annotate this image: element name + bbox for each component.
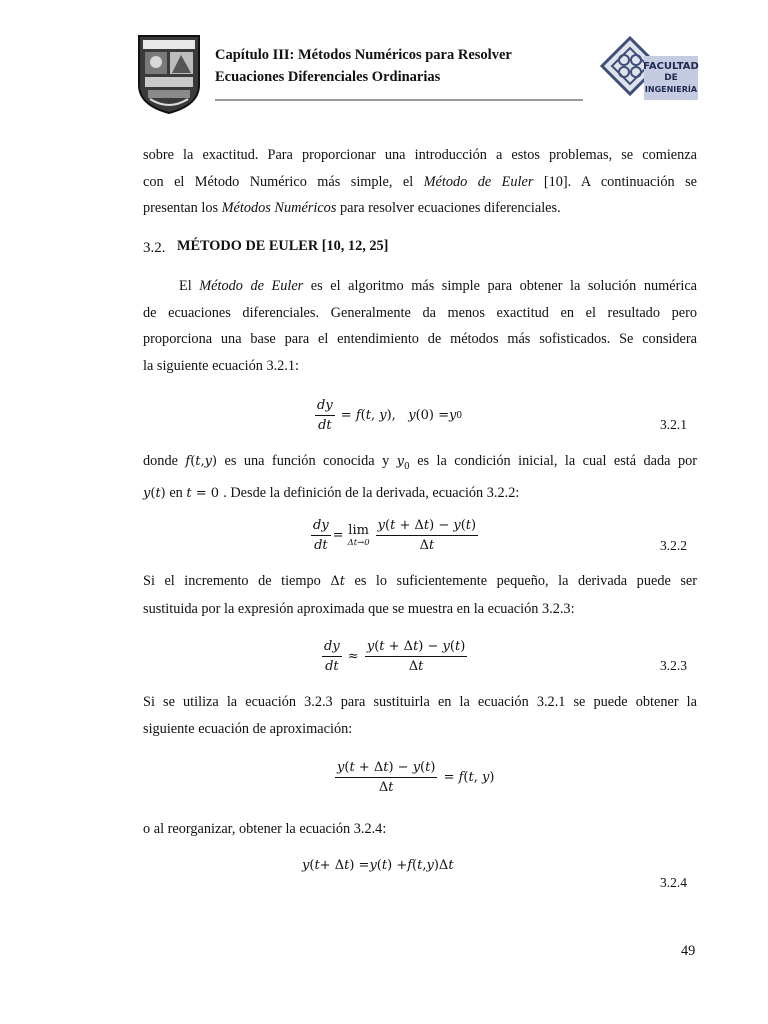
text-line: de ecuaciones diferenciales. Generalmente da menos exactitud en el resultado pero [143,304,697,321]
text-line: o al reorganizar, obtener la ecuación 3.2.4: [143,821,387,837]
faculty-logo-text3: INGENIERÍA [644,85,698,94]
faculty-engineering-logo [600,36,700,108]
chapter-title-line1: Capítulo III: Métodos Numéricos para Resolver [215,47,512,63]
equation-number: 3.2.2 [660,538,687,553]
equation-3-2-2: $\frac{dy}{dt}$ = lim Δt→0 $\frac{y(t + \Delta t) - y(t)}{\Delta t}$ [313,518,477,553]
page-number: 49 [681,943,696,959]
paragraph-definitions [143,448,697,508]
equation-3-2-1: $\frac{dy}{dt}$ = f ( t , y ), y (0) = y 0 [317,398,463,433]
equation-approximation: $\frac{y(t + \Delta t) - y(t)}{\Delta t}$ = f ( t , y ) [337,760,495,795]
text-line: siguiente ecuación de aproximación: [143,720,353,737]
equation-number: 3.2.3 [660,658,687,673]
paragraph-substitution [143,689,697,742]
text-line: proporciona una base para el entendimiento de métodos más sofisticados. Se considera [143,331,697,347]
paragraph-euler-intro [143,273,697,379]
equation-3-2-4: y ( t + Δ t ) = y ( t ) + f ( t , y )Δ t [302,858,454,873]
text-line: y(t) en t = 0 . Desde la definición de la derivada, ecuación 3.2.2: [143,485,520,502]
text-line: Si se utiliza la ecuación 3.2.3 para sustituirla en la ecuación 3.2.1 se puede obtener la [143,694,697,710]
text-line: la siguiente ecuación 3.2.1: [143,357,300,374]
paragraph-increment [143,568,697,622]
equation-3-2-3: $\frac{dy}{dt}$ ≈ $\frac{y(t + \Delta t) - y(t)}{\Delta t}$ [324,639,466,674]
text-line: El Método de Euler es el algoritmo más simple para obtener la solución numérica [179,278,698,294]
header-divider [215,99,583,101]
section-number: 3.2. [143,240,166,256]
text-line: sustituida por la expresión aproximada que se muestra en la ecuación 3.2.3: [143,600,575,617]
faculty-logo-text1: FACULTAD [643,61,699,72]
chapter-title-line2: Ecuaciones Diferenciales Ordinarias [215,69,441,85]
text-line: sobre la exactitud. Para proporcionar una introducción a estos problemas, se comienza [143,147,697,163]
text-line: Si el incremento de tiempo Δt es lo suficientemente pequeño, la derivada puede ser [143,573,697,589]
equation-number: 3.2.1 [660,417,687,432]
paragraph-reorganize [143,816,697,843]
equation-number: 3.2.4 [660,875,687,890]
text-line: presentan los Métodos Numéricos para resolver ecuaciones diferenciales. [143,200,561,216]
text-line: con el Método Numérico más simple, el Método de Euler [10]. A continuación se [143,173,697,190]
text-line: donde f(t,y) es una función conocida y $y_0$ es la condición inicial, la cual está dada por [143,453,697,472]
university-crest-logo [136,33,202,115]
chapter-title [215,44,595,88]
section-title: MÉTODO DE EULER [10, 12, 25] [177,238,389,254]
faculty-logo-text2: DE [664,73,678,83]
paragraph-intro [143,142,697,222]
